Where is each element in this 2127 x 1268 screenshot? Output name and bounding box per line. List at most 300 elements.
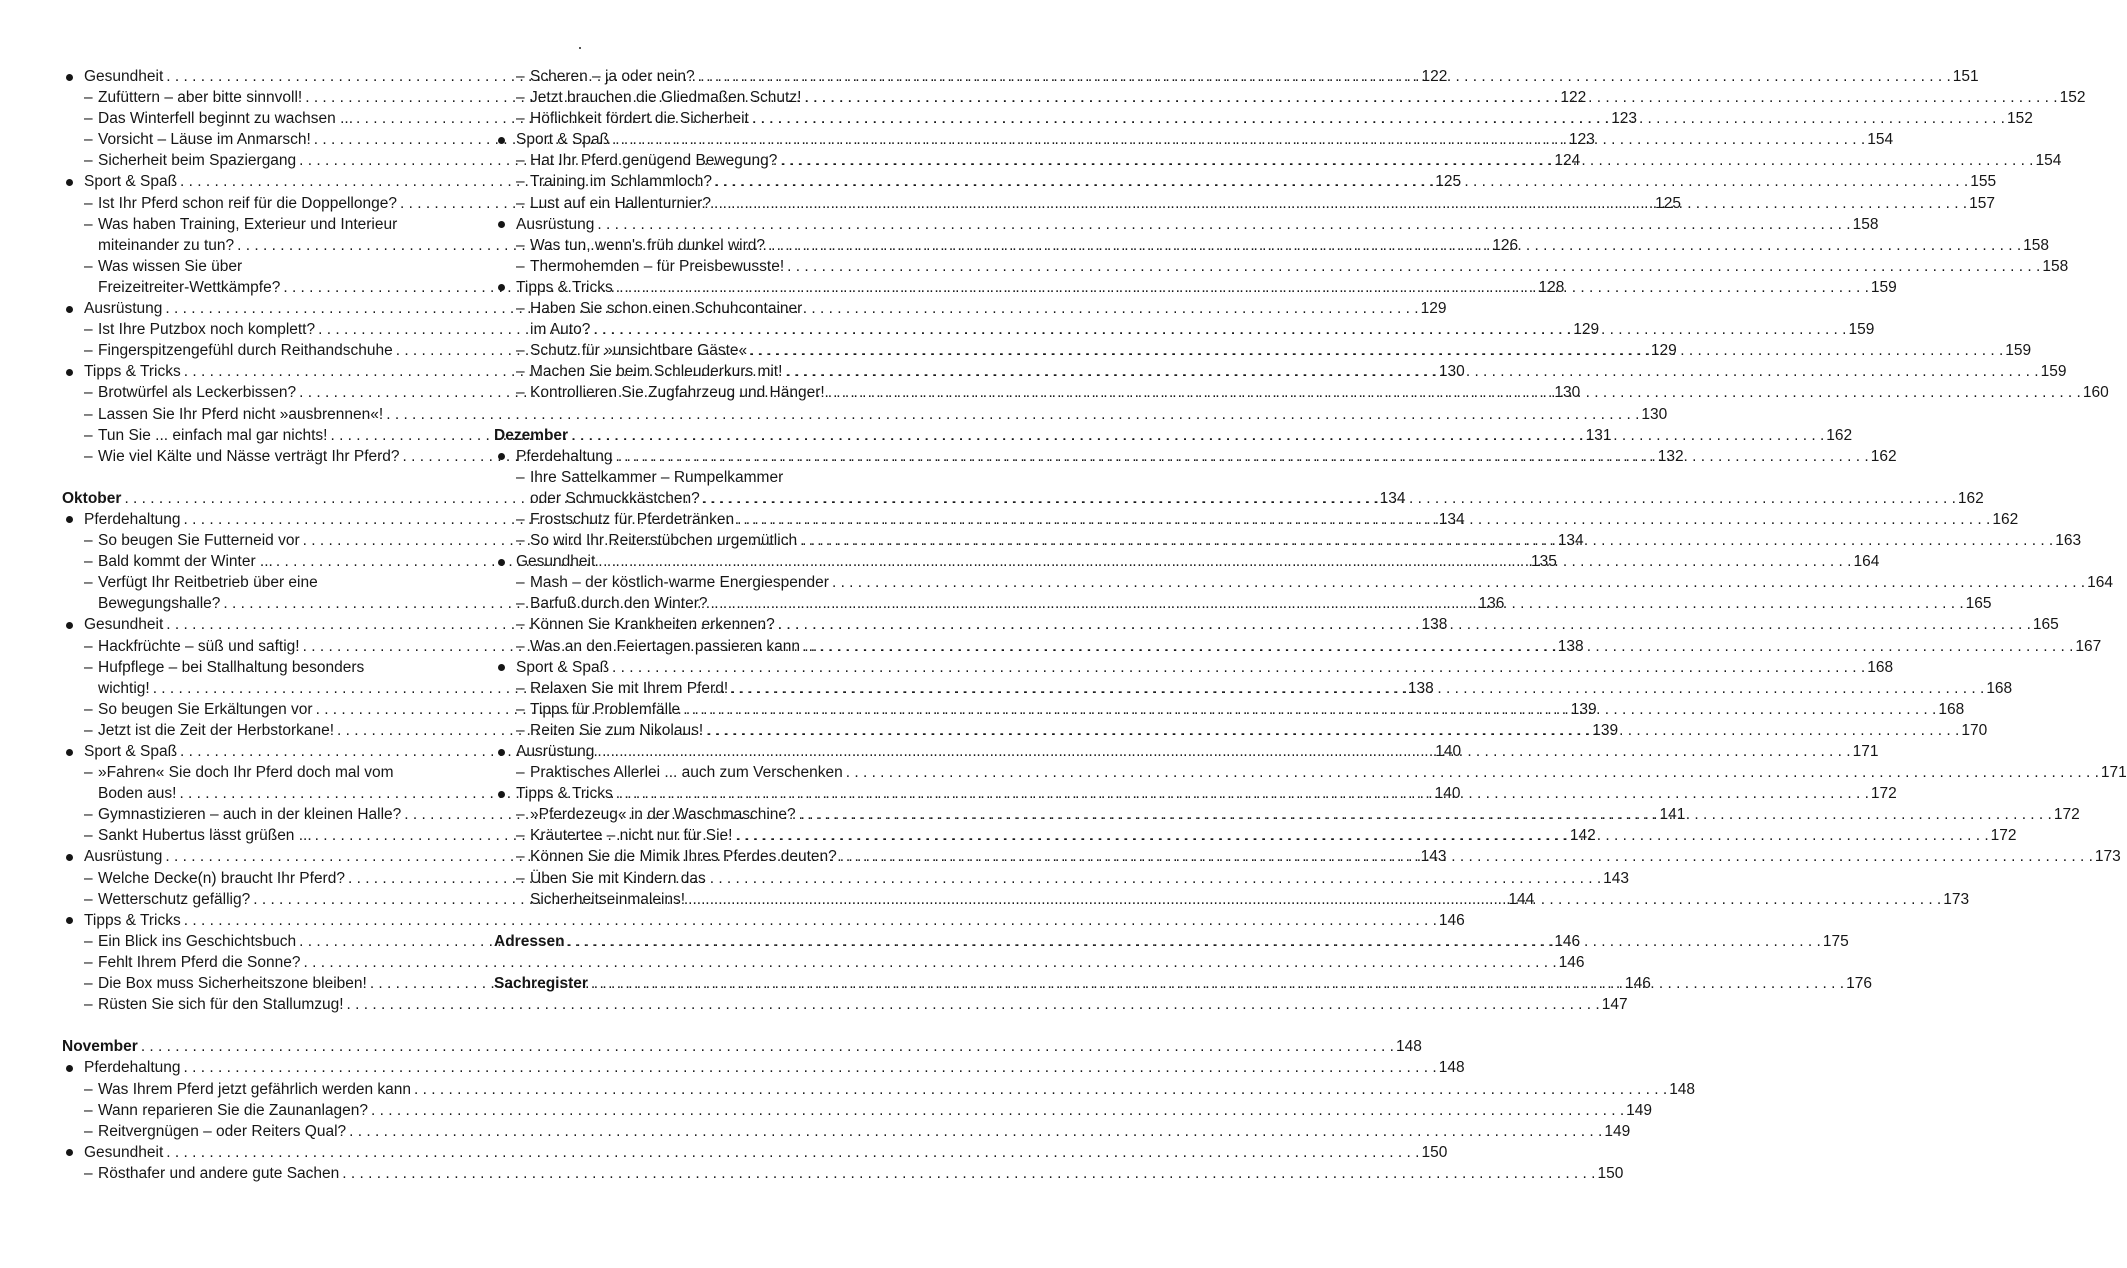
dash-icon: –	[516, 679, 525, 697]
toc-category[interactable]	[490, 214, 1879, 235]
dot-leader	[688, 889, 1941, 910]
dash-icon: –	[516, 637, 525, 655]
dot-leader	[828, 382, 2081, 403]
entry-title: Scheren – ja oder nein?	[530, 68, 695, 85]
entry-title: Tipps & Tricks	[84, 363, 181, 381]
page-number: 162	[1957, 489, 1984, 507]
page-number: 168	[1938, 700, 1965, 718]
entry-title: Tipps & Tricks	[516, 785, 613, 803]
entry-title: So beugen Sie Erkältungen vor	[98, 700, 313, 718]
dash-icon: –	[84, 447, 93, 465]
page-number: 155	[1970, 173, 1997, 191]
entry-title: Wann reparieren Sie die Zaunanlagen?	[98, 1101, 368, 1119]
dash-icon: –	[516, 89, 525, 107]
page-number: 148	[1669, 1080, 1696, 1098]
page-number: 173	[1943, 890, 1970, 908]
entry-title: Was wissen Sie über	[98, 257, 243, 275]
toc-line	[98, 952, 1585, 973]
dash-icon: –	[84, 321, 93, 339]
dot-leader	[616, 446, 1869, 467]
page-number: 131	[1585, 426, 1612, 444]
dot-leader	[571, 425, 1824, 446]
page-number: 152	[2059, 89, 2086, 107]
toc-subentry[interactable]	[58, 404, 1668, 425]
toc-line	[98, 572, 461, 593]
dash-icon: –	[84, 827, 93, 845]
section-gap	[490, 404, 892, 425]
page-number: 129	[1573, 321, 1600, 339]
toc-subentry[interactable]	[490, 256, 2069, 277]
entry-title: »Fahren« Sie doch Ihr Pferd doch mal vom	[98, 764, 394, 782]
entry-title: Reitvergnügen – oder Reiters Qual?	[98, 1122, 347, 1140]
toc-line	[530, 298, 892, 319]
dash-icon: –	[84, 1101, 93, 1119]
toc-line	[516, 657, 1894, 678]
dash-icon: –	[84, 131, 93, 149]
entry-title: Gesundheit	[516, 553, 596, 571]
entry-title: Gymnastizieren – auch in der kleinen Halle?	[98, 806, 402, 824]
dash-icon: –	[84, 384, 93, 402]
entry-title: Relaxen Sie mit Ihrem Pferd!	[530, 679, 729, 697]
entry-title: Thermohemden – für Preisbewusste!	[530, 257, 785, 275]
entry-title: Das Winterfell beginnt zu wachsen ...	[98, 110, 354, 128]
entry-title: Ein Blick ins Geschichtsbuch	[98, 932, 297, 950]
entry-title: Hufpflege – bei Stallhaltung besonders	[98, 658, 365, 676]
toc-category[interactable]	[58, 1142, 1448, 1163]
page-number: 142	[1569, 827, 1596, 845]
page-number: 176	[1846, 975, 1872, 993]
toc-chapter-november[interactable]	[58, 1036, 1422, 1057]
dot-leader	[568, 931, 1821, 952]
entry-title: Ist Ihr Pferd schon reif für die Doppellonge?	[98, 194, 397, 212]
dot-leader	[715, 171, 1968, 192]
dot-leader	[737, 509, 1990, 530]
page-number: 160	[2082, 384, 2109, 402]
entry-title: im Auto?	[530, 321, 591, 339]
page-number: 141	[1659, 806, 1686, 824]
page-number: 165	[2032, 616, 2059, 634]
page-number: 148	[1438, 1059, 1465, 1077]
page-number: 171	[1852, 743, 1879, 760]
page-number: 168	[1986, 679, 2013, 697]
dot-leader	[799, 804, 2052, 825]
dot-leader	[342, 1163, 1595, 1184]
page-number: 129	[1650, 342, 1677, 360]
entry-text	[84, 404, 1668, 425]
page-number: 165	[1965, 595, 1992, 613]
toc-subentry[interactable]	[58, 994, 1628, 1015]
entry-title: Lust auf ein Hallenturnier?	[530, 194, 711, 212]
entry-title: Training im Schlammloch?	[530, 173, 713, 191]
dot-leader	[706, 720, 1959, 741]
page-number: 159	[2005, 342, 2032, 360]
dash-icon: –	[84, 553, 93, 571]
page-number: 164	[2087, 574, 2113, 592]
entry-title: Wetterschutz gefällig?	[98, 890, 251, 908]
page-number: 132	[1657, 447, 1684, 465]
entry-title: Sport & Spaß	[84, 743, 178, 760]
toc-category[interactable]	[58, 1057, 1465, 1078]
dash-icon: –	[84, 1122, 93, 1140]
entry-text	[84, 952, 1585, 973]
toc-subentry[interactable]	[58, 1100, 1653, 1121]
dot-leader	[750, 340, 2003, 361]
dash-icon: –	[516, 173, 525, 191]
toc-line	[516, 214, 1879, 235]
entry-title: Praktisches Allerlei ... auch zum Verschenken	[530, 764, 843, 782]
bullet-icon	[66, 854, 73, 861]
page-number: 146	[1624, 975, 1651, 993]
page-number: 144	[1508, 890, 1535, 908]
entry-title: Sport & Spaß	[516, 658, 610, 676]
page-number: 149	[1626, 1101, 1653, 1119]
page-mark	[579, 47, 581, 49]
entry-title: Sicherheit beim Spaziergang	[98, 152, 297, 170]
dot-leader	[787, 256, 2040, 277]
entry-text	[516, 762, 2127, 783]
dash-icon: –	[84, 110, 93, 128]
dot-leader	[820, 636, 2073, 657]
toc-line	[62, 1036, 1422, 1057]
page-number: 139	[1570, 700, 1597, 718]
page-number: 124	[1554, 152, 1581, 170]
page-number: 125	[1435, 173, 1462, 191]
page-number: 167	[2075, 637, 2102, 655]
dot-leader	[780, 150, 2033, 171]
dash-icon: –	[84, 405, 93, 423]
bullet-icon	[66, 917, 73, 924]
page-number: 146	[1554, 932, 1581, 950]
page-number: 140	[1435, 743, 1462, 760]
entry-title: Boden aus!	[98, 785, 177, 803]
dash-icon: –	[516, 257, 525, 275]
dash-icon: –	[84, 890, 93, 908]
entry-text	[84, 1121, 1631, 1142]
section-gap	[490, 952, 892, 973]
page-number: 152	[2007, 110, 2033, 128]
page-number: 168	[1867, 658, 1894, 676]
toc-line	[98, 657, 461, 678]
entry-title: Üben Sie mit Kindern das	[530, 869, 706, 887]
toc-line	[98, 994, 1628, 1015]
page-number: 154	[2035, 152, 2062, 170]
entry-title: Bald kommt der Winter ...	[98, 553, 273, 571]
bullet-icon	[66, 74, 73, 81]
dot-leader	[832, 572, 2085, 593]
entry-title: Fingerspitzengefühl durch Reithandschuhe	[98, 342, 393, 360]
toc-subentry[interactable]	[58, 952, 1585, 973]
bullet-icon	[66, 369, 73, 376]
toc-subentry[interactable]	[58, 1163, 1624, 1184]
dash-icon: –	[84, 996, 93, 1014]
toc-line	[530, 762, 2127, 783]
entry-title: Was haben Training, Exterieur und Interieur	[98, 215, 398, 233]
bullet-icon	[498, 137, 505, 144]
entry-text	[516, 256, 2069, 277]
toc-line	[98, 1121, 1631, 1142]
dot-leader	[703, 488, 1956, 509]
page-number: 122	[1560, 89, 1587, 107]
bullet-icon	[66, 749, 73, 756]
entry-text	[84, 1100, 1653, 1121]
dash-icon: –	[84, 194, 93, 212]
page-number: 122	[1421, 68, 1448, 85]
dot-leader	[778, 614, 2031, 635]
page-number: 134	[1438, 510, 1465, 528]
page-number: 129	[1420, 300, 1447, 318]
entry-title: Ist Ihre Putzbox noch komplett?	[98, 321, 316, 339]
entry-title: Was tun, wenn's früh dunkel wird?	[530, 236, 765, 254]
dash-icon: –	[516, 574, 525, 592]
toc-line	[84, 1142, 1448, 1163]
page-number: 126	[1492, 236, 1519, 254]
entry-title: Welche Decke(n) braucht Ihr Pferd?	[98, 869, 345, 887]
dot-leader	[616, 783, 1869, 804]
entry-title: Tipps für Problemfälle	[530, 700, 681, 718]
entry-title: Haben Sie schon einen Schuhcontainer	[530, 300, 803, 318]
dash-icon: –	[516, 68, 525, 85]
entry-title: Zufüttern – aber bitte sinnvoll!	[98, 89, 303, 107]
page-number: 135	[1531, 553, 1557, 571]
dash-icon: –	[516, 110, 525, 128]
entry-title: Pferdehaltung	[84, 510, 181, 528]
dot-leader	[597, 214, 1850, 235]
page-number: 143	[1603, 869, 1630, 887]
entry-title: wichtig!	[98, 679, 150, 697]
dash-icon: –	[516, 342, 525, 360]
toc-line	[98, 1163, 1624, 1184]
entry-title: Dezember	[494, 426, 569, 444]
entry-title: Können Sie Krankheiten erkennen?	[530, 616, 775, 634]
dash-icon: –	[84, 806, 93, 824]
page-number: 158	[2042, 257, 2069, 275]
page-number: 158	[2023, 236, 2050, 254]
entry-title: Brotwürfel als Leckerbissen?	[98, 384, 297, 402]
entry-title: Reiten Sie zum Nikolaus!	[530, 721, 704, 739]
dot-leader	[804, 87, 2057, 108]
entry-title: Sachregister	[494, 975, 588, 993]
page-number: 128	[1538, 278, 1565, 296]
page-number: 159	[2040, 363, 2067, 381]
page-number: 172	[1990, 827, 2017, 845]
entry-title: Sankt Hubertus lässt grüßen ...	[98, 827, 312, 845]
page-number: 148	[1395, 1038, 1422, 1056]
dot-leader	[593, 319, 1846, 340]
entry-title: Rösthafer und andere gute Sachen	[98, 1164, 340, 1182]
entry-title: Sport & Spaß	[84, 173, 178, 191]
section-gap	[58, 1015, 461, 1036]
page-number: 134	[1379, 489, 1406, 507]
toc-subentry[interactable]	[58, 1121, 1631, 1142]
page-number: 157	[1969, 194, 1995, 212]
page-number: 173	[2094, 848, 2121, 866]
entry-title: Barfuß durch den Winter?	[530, 595, 708, 613]
section-gap	[58, 467, 461, 488]
bullet-icon	[498, 664, 505, 671]
page-number: 143	[1420, 848, 1447, 866]
entry-title: Pferdehaltung	[84, 1059, 181, 1077]
dash-icon: –	[516, 468, 525, 486]
dash-icon: –	[84, 152, 93, 170]
toc-line	[530, 868, 892, 889]
toc-line	[530, 467, 892, 488]
bullet-icon	[498, 559, 505, 566]
dot-leader	[598, 551, 1851, 572]
dash-icon: –	[516, 532, 525, 550]
entry-title: Ihre Sattelkammer – Rumpelkammer	[530, 468, 784, 486]
page-number: 162	[1870, 447, 1897, 465]
toc-subentry[interactable]	[490, 762, 2127, 783]
page-number: 163	[2055, 532, 2082, 550]
bullet-icon	[498, 791, 505, 798]
dash-icon: –	[516, 869, 525, 887]
entry-title: Kontrollieren Sie Zugfahrzeug und Hänger!	[530, 384, 825, 402]
entry-title: Tun Sie ... einfach mal gar nichts!	[98, 426, 328, 444]
entry-title: Ausrüstung	[516, 743, 595, 760]
dash-icon: –	[516, 806, 525, 824]
page-number: 159	[1870, 278, 1897, 296]
dash-icon: –	[516, 764, 525, 782]
dot-leader	[166, 1142, 1419, 1163]
dot-leader	[840, 846, 2093, 867]
bullet-icon	[498, 284, 505, 291]
entry-title: Gesundheit	[84, 616, 164, 634]
entry-title: Pferdehaltung	[516, 447, 613, 465]
toc-category[interactable]	[490, 657, 1894, 678]
entry-title: Mash – der köstlich-warme Energiespender	[530, 574, 829, 592]
dot-leader	[349, 1121, 1602, 1142]
toc-line	[98, 762, 461, 783]
entry-title: Frostschutz für Pferdetränken	[530, 510, 735, 528]
dot-leader	[597, 741, 1850, 762]
entry-title: Schutz für »unsichtbare Gäste«	[530, 342, 748, 360]
dot-leader	[347, 994, 1600, 1015]
page-number: 130	[1438, 363, 1465, 381]
entry-title: Tipps & Tricks	[84, 911, 181, 929]
bullet-icon	[66, 179, 73, 186]
entry-title: Ausrüstung	[84, 300, 163, 318]
toc-line	[98, 214, 461, 235]
entry-title: Rüsten Sie sich für den Stallumzug!	[98, 996, 344, 1014]
entry-title: Machen Sie beim Schleuderkurs mit!	[530, 363, 783, 381]
dot-leader	[735, 825, 1988, 846]
entry-title: Adressen	[494, 932, 565, 950]
dash-icon: –	[84, 700, 93, 718]
page-number: 134	[1557, 532, 1584, 550]
entry-title: Vorsicht – Läuse im Anmarsch!	[98, 131, 311, 149]
toc-line	[84, 1057, 1465, 1078]
entry-text	[84, 1079, 1696, 1100]
dot-leader	[846, 762, 2099, 783]
page-number: 172	[2053, 806, 2080, 824]
bullet-icon	[498, 221, 505, 228]
toc-line	[530, 572, 2113, 593]
entry-title: Bewegungshalle?	[98, 595, 221, 613]
page-number: 139	[1592, 721, 1619, 739]
page-number: 130	[1554, 384, 1581, 402]
entry-title: Wie viel Kälte und Nässe verträgt Ihr Pferd?	[98, 447, 400, 465]
dot-leader	[414, 1079, 1667, 1100]
bullet-icon	[66, 622, 73, 629]
dot-leader	[768, 235, 2021, 256]
dot-leader	[800, 530, 2053, 551]
toc-subentry[interactable]	[58, 1079, 1696, 1100]
dot-leader	[612, 129, 1865, 150]
toc-subentry[interactable]	[490, 572, 2113, 593]
page-number: 136	[1478, 595, 1505, 613]
entry-title: Freizeitreiter-Wettkämpfe?	[98, 278, 281, 296]
page-number: 147	[1601, 996, 1628, 1014]
dash-icon: –	[84, 532, 93, 550]
dash-icon: –	[516, 827, 525, 845]
entry-title: Fehlt Ihrem Pferd die Sonne?	[98, 953, 301, 971]
dash-icon: –	[84, 953, 93, 971]
bullet-icon	[66, 306, 73, 313]
dot-leader	[184, 1057, 1437, 1078]
page-number: 123	[1611, 110, 1638, 128]
dash-icon: –	[516, 595, 525, 613]
dash-icon: –	[516, 384, 525, 402]
page-number: 149	[1604, 1122, 1631, 1140]
dash-icon: –	[84, 658, 93, 676]
dash-icon: –	[84, 975, 93, 993]
entry-title: Höflichkeit fördert die Sicherheit	[530, 110, 749, 128]
toc-line	[530, 256, 2069, 277]
entry-title: Können Sie die Mimik Ihres Pferdes deuten?	[530, 848, 837, 866]
page-number: 138	[1557, 637, 1584, 655]
bullet-icon	[498, 749, 505, 756]
entry-title: Kräutertee – nicht nur für Sie!	[530, 827, 733, 845]
toc-line	[98, 1100, 1653, 1121]
dash-icon: –	[84, 637, 93, 655]
entry-title: Verfügt Ihr Reitbetrieb über eine	[98, 574, 318, 592]
entry-title: Sport & Spaß	[516, 131, 610, 149]
page-number: 158	[1852, 215, 1879, 233]
entry-title: Hat Ihr Pferd genügend Bewegung?	[530, 152, 778, 170]
dash-icon: –	[84, 257, 93, 275]
toc-line	[84, 910, 1465, 931]
dash-icon: –	[516, 152, 525, 170]
entry-title: »Pferdezeug« in der Waschmaschine?	[530, 806, 796, 824]
entry-title: Sicherheitseinmaleins!	[530, 890, 686, 908]
page-number: 130	[1641, 405, 1668, 423]
page-number: 162	[1992, 510, 2019, 528]
dash-icon: –	[84, 89, 93, 107]
entry-title: Was Ihrem Pferd jetzt gefährlich werden kann	[98, 1080, 412, 1098]
page-number: 125	[1655, 194, 1682, 212]
toc-category[interactable]	[58, 910, 1465, 931]
entry-title: Was an den Feiertagen passieren kann ...	[530, 637, 818, 655]
section-gap	[490, 910, 892, 931]
entry-title: miteinander zu tun?	[98, 236, 235, 254]
page-number: 123	[1568, 131, 1595, 149]
dash-icon: –	[84, 342, 93, 360]
dash-icon: –	[516, 510, 525, 528]
dot-leader	[371, 1100, 1624, 1121]
page-number: 164	[1853, 553, 1880, 571]
entry-title: Die Box muss Sicherheitszone bleiben!	[98, 975, 367, 993]
dot-leader	[698, 66, 1951, 87]
dash-icon: –	[84, 426, 93, 444]
page-number: 146	[1558, 953, 1585, 971]
dot-leader	[752, 108, 2005, 129]
entry-title: Gesundheit	[84, 1143, 164, 1161]
entry-title: Oktober	[62, 489, 122, 507]
dot-leader	[710, 593, 1963, 614]
entry-title: So beugen Sie Futterneid vor	[98, 532, 300, 550]
entry-title: Ausrüstung	[516, 215, 595, 233]
page-number: 159	[1848, 321, 1875, 339]
